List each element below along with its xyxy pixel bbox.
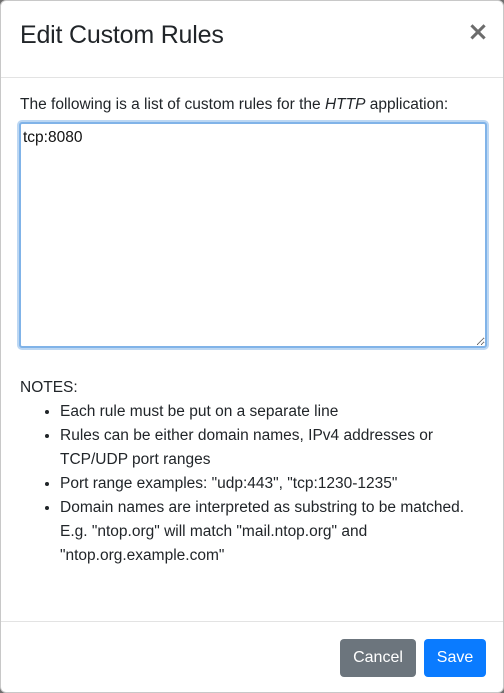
close-button[interactable]: × (463, 17, 493, 47)
dialog-header (1, 1, 503, 78)
notes-section (20, 376, 490, 568)
notes-list-item: • Port range examples: "udp:443", "tcp:1230-1235" (60, 472, 490, 496)
save-button[interactable]: Save (424, 639, 486, 677)
intro-suffix: application: (365, 96, 449, 113)
notes-list (20, 400, 490, 568)
intro-prefix: The following is a list of custom rules for the (20, 96, 325, 113)
notes-title: NOTES: (20, 379, 78, 396)
cancel-button[interactable]: Cancel (340, 639, 416, 677)
notes-example: E.g. "ntop.org" will match "mail.ntop.org" and "ntop.org.example.com" (60, 523, 368, 564)
notes-item-text: Domain names are interpreted as substring to be matched. (60, 499, 465, 516)
custom-rules-textarea[interactable] (19, 122, 487, 348)
notes-list-item (60, 496, 490, 568)
intro-text (20, 96, 448, 114)
dialog-title: Edit Custom Rules (20, 21, 224, 49)
notes-list-item: • Each rule must be put on a separate line (60, 400, 490, 424)
notes-list-item: • Rules can be either domain names, IPv4 addresses or TCP/UDP port ranges (60, 424, 490, 472)
dialog-footer (1, 621, 503, 693)
application-name: HTTP (324, 96, 366, 113)
